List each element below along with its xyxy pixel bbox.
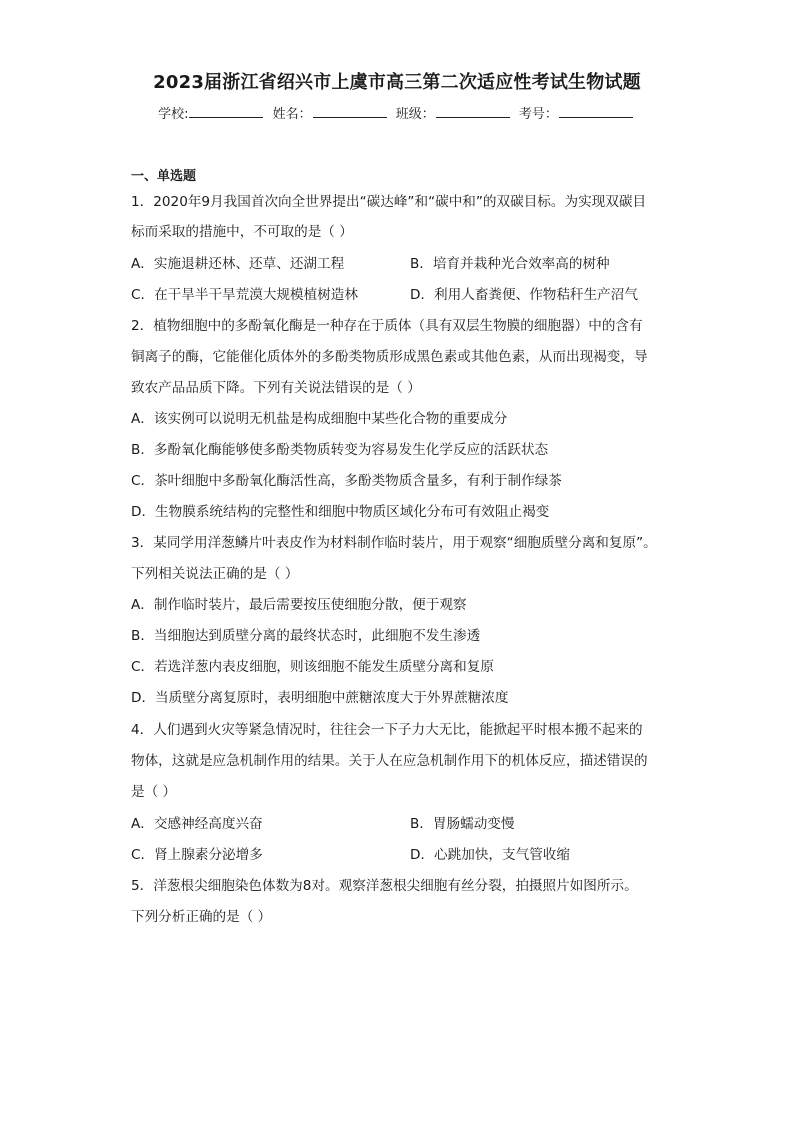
question-2-line-1: 2．植物细胞中的多酚氧化酶是一种存在于质体（具有双层生物膜的细胞器）中的含有 xyxy=(131,318,643,334)
question-1-line-2: 标而采取的措施中，不可取的是（ ） xyxy=(131,224,353,240)
question-2-option-a: A．该实例可以说明无机盐是构成细胞中某些化合物的重要成分 xyxy=(131,411,508,427)
exam-number-label: 考号： xyxy=(518,107,558,122)
question-3-option-d: D．当质壁分离复原时，表明细胞中蔗糖浓度大于外界蔗糖浓度 xyxy=(131,690,509,706)
question-2-option-d: D．生物膜系统结构的完整性和细胞中物质区域化分布可有效阻止褐变 xyxy=(131,504,550,520)
question-1-option-a: A．实施退耕还林、还草、还湖工程 xyxy=(131,256,345,272)
exam-title: 2023届浙江省绍兴市上虞市高三第二次适应性考试生物试题 xyxy=(153,72,641,93)
question-4-line-3: 是（ ） xyxy=(131,784,177,800)
question-1-option-b: B．培育并栽种光合效率高的树种 xyxy=(410,256,610,272)
class-label: 班级： xyxy=(395,107,435,122)
question-5-line-2: 下列分析正确的是（ ） xyxy=(131,909,272,925)
question-3-option-c: C．若选洋葱内表皮细胞，则该细胞不能发生质壁分离和复原 xyxy=(131,659,494,675)
class-blank xyxy=(436,105,510,118)
question-4-option-c: C．肾上腺素分泌增多 xyxy=(131,847,263,863)
student-info-row xyxy=(0,103,794,122)
name-blank xyxy=(313,105,387,118)
exam-number-blank xyxy=(559,105,633,118)
question-1-option-d: D．利用人畜粪便、作物秸秆生产沼气 xyxy=(410,287,638,303)
question-4-option-b: B．胃肠蠕动变慢 xyxy=(410,816,515,832)
question-3-line-2: 下列相关说法正确的是（ ） xyxy=(131,566,299,582)
question-2-line-2: 铜离子的酶，它能催化质体外的多酚类物质形成黑色素或其他色素，从而出现褐变，导 xyxy=(131,349,648,365)
question-3-option-a: A．制作临时装片，最后需要按压使细胞分散，便于观察 xyxy=(131,597,467,613)
section-heading: 一、单选题 xyxy=(131,169,197,184)
question-4-option-a: A．交感神经高度兴奋 xyxy=(131,816,263,832)
question-1-option-c: C．在干旱半干旱荒漠大规模植树造林 xyxy=(131,287,358,303)
school-label: 学校: xyxy=(158,107,189,122)
question-4-line-1: 4．人们遇到火灾等紧急情况时，往往会一下子力大无比，能掀起平时根本搬不起来的 xyxy=(131,722,643,738)
school-blank xyxy=(189,105,263,118)
question-2-option-b: B．多酚氧化酶能够使多酚类物质转变为容易发生化学反应的活跃状态 xyxy=(131,442,549,458)
question-2-option-c: C．茶叶细胞中多酚氧化酶活性高，多酚类物质含量多，有利于制作绿茶 xyxy=(131,473,562,489)
question-3-option-b: B．当细胞达到质壁分离的最终状态时，此细胞不发生渗透 xyxy=(131,628,481,644)
question-4-line-2: 物体，这就是应急机制作用的结果。关于人在应急机制作用下的机体反应，描述错误的 xyxy=(131,753,648,769)
question-4-option-d: D．心跳加快，支气管收缩 xyxy=(410,847,570,863)
question-1-line-1: 1．2020年9月我国首次向全世界提出“碳达峰”和“碳中和”的双碳目标。为实现双碳目 xyxy=(131,194,647,210)
question-2-line-3: 致农产品品质下降。下列有关说法错误的是（ ） xyxy=(131,380,421,396)
question-5-line-1: 5．洋葱根尖细胞染色体数为8对。观察洋葱根尖细胞有丝分裂，拍摄照片如图所示。 xyxy=(131,878,638,894)
question-3-line-1: 3．某同学用洋葱鳞片叶表皮作为材料制作临时装片，用于观察“细胞质壁分离和复原”。 xyxy=(131,535,657,551)
name-label: 姓名： xyxy=(272,107,312,122)
